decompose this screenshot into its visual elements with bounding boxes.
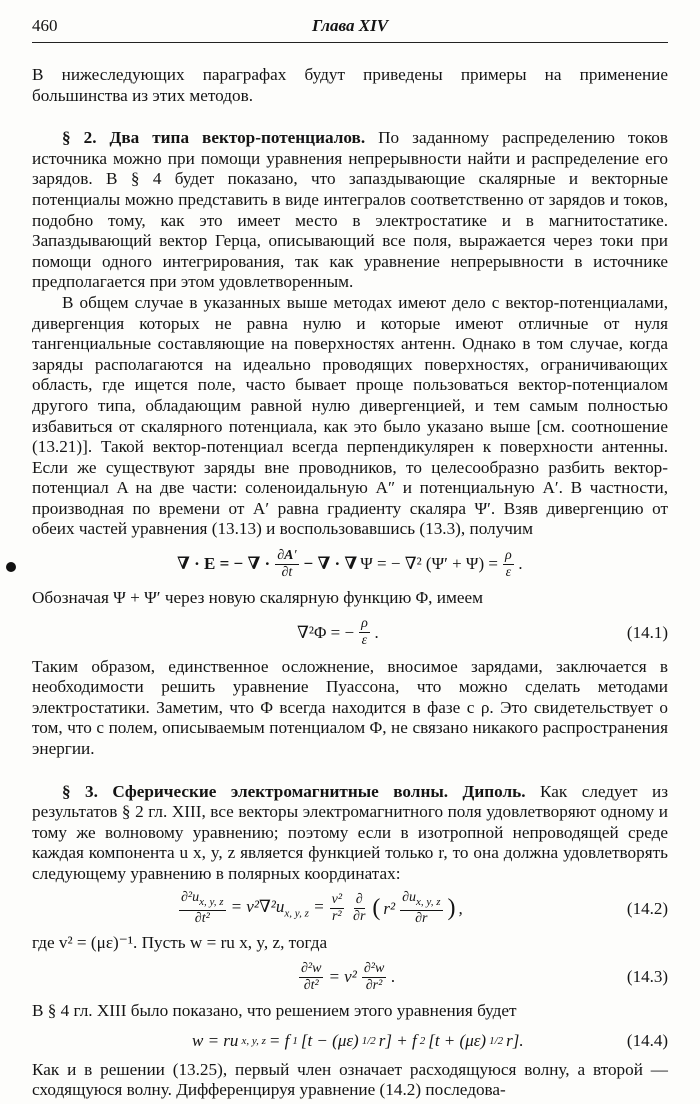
margin-ink-dot <box>6 562 16 572</box>
section-2-text: По заданному распределению токов источника можно при помощи уравнения непрерывности найти и распределение его зарядов. В § 4 будет показано, что запаздывающие скалярные и векторные потенциалы можно представить в виде интегралов соответственно от зарядов и токов, подобно тому, как это имеет место в электростатике и в магнитостатике. Запаздывающий вектор Герца, описывающий все поля, выражается через токи при помощи одного интегрирования, так как уравнение непрерывности в источнике предполагается при этом удовлетворенным. <box>32 128 669 292</box>
equation-14-4: w = ru x, y, z = f 1 [t − (με) 1/2 r] + f 2 [t + (με) 1/2 r]. (14.4) <box>192 1030 668 1050</box>
chapter-title: Глава XIV <box>311 16 389 35</box>
paragraph-poisson: Таким образом, единственное осложнение, вносимое зарядами, заключается в необходимости решить уравнение Пуассона, что можно сделать методами электростатики. Заметим, что Φ всегда находится в фазе с ρ. Это свидетельствует о том, что с полем, описываемым потенциалом Φ, не связано никакого распространения энергии. <box>32 656 668 759</box>
equation-divergence: ∇ · E = − ∇ · $\frac{\partial A'}{\partial t}$ − ∇ · ∇ Ψ = − ∇² (Ψ′ + Ψ) = $\frac{\rho}{\varepsilon}$ . <box>177 547 523 580</box>
equation-number: (14.4) <box>626 1030 668 1050</box>
equation-number: (14.2) <box>626 898 668 918</box>
equation-14-1: ∇²Φ = − $\frac{\rho}{\varepsilon}$ . (14.1) <box>297 616 668 649</box>
paragraph-solution: В § 4 гл. XIII было показано, что решением этого уравнения будет <box>32 1001 517 1021</box>
section-3-text: Как следует из результатов § 2 гл. XIII, все векторы электромагнитного поля удовлетворяют одному и тому же волновому уравнению; поэтому если в изотропной непроводящей среде каждая компонента u x, y, z является функцией только r, то она должна удовлетворять следующему уравнению в полярных координатах: <box>32 781 668 883</box>
paragraph-vector-potentials: В общем случае в указанных выше методах имеют дело с вектор-потенциалами, дивергенция которых не равна нулю и которые имеют отличные от нуля тангенциальные составляющие на поверхностях антенн. Однако в том случае, когда заряды располагаются на идеально проводящих поверхностях, ограничивающих область, где ищется поле, часто бывает проще пользоваться вектор-потенциалом другого типа, обладающим равной нулю дивергенцией, и тем самым полностью избавиться от скалярного потенциала, как это было указано выше [см. соотношение (13.21)]. Такой вектор-потенциал всегда перпендикулярен к поверхности антенны. Если же существуют заряды вне проводников, то целесообразно разбить вектор-потенциал A на две части: соленоидальную A″ и потенциальную A′. В частности, производная по времени от A′ равна градиенту скаляра Ψ′. Взяв дивергенцию от обеих частей уравнения (13.13) и воспользовавшись (13.3), получим <box>32 292 668 539</box>
section-3 <box>32 782 668 885</box>
paragraph-phi: Обозначая Ψ + Ψ′ через новую скалярную функцию Φ, имеем <box>32 588 483 608</box>
page-number: 460 <box>32 16 58 35</box>
section-3-title: § 3. Сферические электромагнитные волны. Диполь. <box>62 781 526 801</box>
equation-number: (14.1) <box>626 622 668 642</box>
paragraph-intro: В нижеследующих параграфах будут приведены примеры на применение большинства из этих методов. <box>32 65 668 105</box>
paragraph-waves: Как и в решении (13.25), первый член означает расходящуюся волну, а второй — сходящуюся волну. Дифференцируя уравнение (14.2) последова- <box>32 1059 668 1100</box>
equation-14-3: $\frac{\text{∂²w}}{\text{∂t²}}$ = v² $\frac{\text{∂²w}}{\text{∂r²}}$ . (14.3) <box>301 960 668 993</box>
equation-14-2: $\frac{\partial^2u_{x, y, z}}{\text{∂t²}}$ = $v^2\nabla^2u_{x, y, z}$ = $\frac{\text{v²}}{\text{r²}}$ $\frac{\partial}{\partial r}$ ( r² $\frac{\partial u_{x, y, z}}{\partial r}$ ) , (14.2) <box>181 890 668 926</box>
section-2-title: § 2. Два типа вектор-потенциалов. <box>62 128 366 148</box>
paragraph-substitution: где v² = (με)⁻¹. Пусть w = ru x, y, z, тогда <box>32 932 328 952</box>
section-2 <box>32 128 668 293</box>
equation-number: (14.3) <box>626 967 668 987</box>
running-header <box>32 16 668 43</box>
